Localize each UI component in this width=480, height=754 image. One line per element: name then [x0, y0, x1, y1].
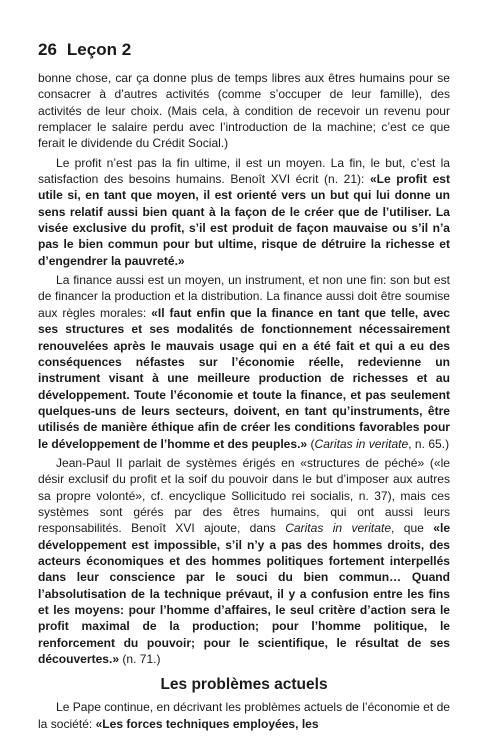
paragraph-5	[38, 699, 450, 732]
paragraph-1	[38, 70, 450, 152]
quote-bold: «Il faut enfin que la finance en tant que telle, avec ses structures et ses modalités de fonctionnement nécessairement renouvelées après le mauvais usage qui en a été fait et qui a eu des conséquences néfastes sur l’économie réelle, redevienne un instrument visant à une meilleure production de richesses et au développement. Toute l’économie et toute la finance, et pas seulement quelques-uns de leurs secteurs, doivent, en tant qu’instruments, être utilisés de manière éthique afin de créer les conditions favorables pour le développement de l’homme et des peuples.»	[38, 305, 450, 451]
text-segment: , n. 65.)	[408, 436, 450, 451]
text-segment: (	[307, 436, 315, 451]
text-segment: (n. 71.)	[119, 652, 161, 667]
chapter-title: Leçon 2	[66, 40, 132, 59]
text-segment: La finance aussi est un moyen, un instrument, et non une fin: son but est de financer la production et la distribution. La finance aussi doit être soumise aux règles morales:	[38, 273, 450, 320]
page-number: 26	[38, 40, 57, 59]
text-segment: Le Pape continue, en décrivant les problèmes actuels de l’économie et de la société:	[38, 700, 450, 731]
running-head	[38, 40, 450, 60]
text-segment: Jean-Paul II parlait de systèmes érigés en «structures de péché» («le désir exclusif du profit et la soif du pouvoir dans le but d’imposer aux autres sa propre volonté», cf. encyclique Sollicitudo rei socialis, n. 37), mais ces systèmes sont gérés par des êtres humains, qui ont aussi leurs responsabilités. Benoît XVI ajoute, dans	[38, 455, 450, 536]
citation-title: Caritas in veritate	[285, 521, 392, 536]
paragraph-4	[38, 455, 450, 667]
quote-bold: «Le profit est utile si, en tant que moyen, il est orienté vers un but qui lui donne un sens relatif aussi bien quant à la façon de le créer que de l’utiliser. La visée exclusive du profit, s’il est produit de façon mauvaise ou s’il n’a pas le bien commun pour but ultime, risque de détruire la richesse et d’engendrer la pauvreté.»	[38, 172, 450, 268]
text-segment: , que	[391, 521, 434, 536]
text-segment: bonne chose, car ça donne plus de temps libres aux êtres humains pour se consacrer à d’autres activités (comme s’occuper de leur famille), des activités de leur choix. (Mais cela, à condition de recevoir un revenu pour remplacer le salaire perdu avec l’introduction de la machine; c’est ce que ferait le dividende du Crédit Social.)	[38, 71, 450, 151]
section-heading: Les problèmes actuels	[160, 676, 328, 694]
paragraph-2	[38, 155, 450, 269]
text-segment: Le profit n’est pas la fin ultime, il est un moyen. La fin, le but, c’est la satisfaction des besoins humains. Benoît XVI écrit (n. 21):	[38, 155, 450, 187]
quote-bold: «Les forces techniques employées, les	[95, 716, 319, 731]
quote-bold: «le développement est impossible, s’il n’y a pas des hommes droits, des acteurs économiques et des hommes politiques fortement interpellés dans leur conscience par le souci du bien commun… Quand l’absolutisation de la technique prévaut, il y a confusion entre les fins et les moyens: pour l’homme d’affaires, le seul critère d’action sera le profit maximal de la production; pour l’homme politique, le renforcement du pouvoir; pour le scientifique, le résultat de ses découvertes.»	[38, 521, 451, 667]
paragraph-3	[38, 272, 450, 452]
document-page	[38, 40, 450, 732]
citation-title: Caritas in veritate	[314, 436, 409, 451]
